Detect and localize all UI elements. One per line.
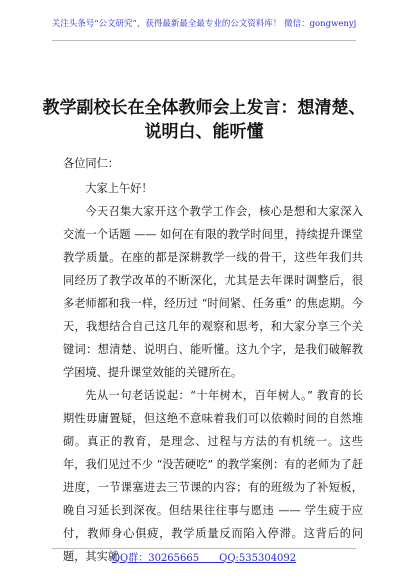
- paragraph-2: 先从一句老话说起：“十年树木，百年树人。” 教育的长期性毋庸置疑，但这绝不意味着我们可以依赖时间的自然堆砌。真正的教育，是理念、过程与方法的有机统一。这些年，我们见过不少 “没苦硬吃” 的教学案例：有的老师为了赶进度，一节课塞进去三节课的内容；有的班级为了补短板，晚自习延长到深夜。但结果往往事与愿违 —— 学生疲于应付，教师身心俱疲，教学质量反而陷入停滞。这背后的问题，其实就: [63, 389, 363, 563]
- title-line-1: 教学副校长在全体教师会上发言：想清楚、: [42, 98, 366, 118]
- footer-divider: [52, 548, 356, 549]
- header-divider: [52, 40, 356, 41]
- greeting: 大家上午好！: [85, 182, 153, 195]
- footer-contact: QQ群：30265665 QQ:535304092: [111, 553, 297, 564]
- document-title: [40, 96, 368, 144]
- salutation: 各位同仁：: [63, 157, 119, 170]
- title-line-2: 说明白、能听懂: [144, 122, 264, 142]
- document-body: [63, 152, 363, 568]
- paragraph-1: 今天召集大家开这个教学工作会，核心是想和大家深入交流一个话题 —— 如何在有限的教学时间里，持续提升课堂教学质量。在座的都是深耕教学一线的骨干，这些年我们共同经历了教学改革的不断深化，尤其是去年课时调整后，很多老师都和我一样，经历过 “时间紧、任务重” 的焦虑期。今天，我想结合自己这几年的观察和思考，和大家分享三个关键词：想清楚、说明白、能听懂。这九个字，是我们破解教学困境、提升课堂效能的关键所在。: [63, 205, 363, 379]
- header-note: 关注头条号“公文研究”，获得最新最全最专业的公文资料库！ 微信：gongwenyj: [51, 19, 357, 29]
